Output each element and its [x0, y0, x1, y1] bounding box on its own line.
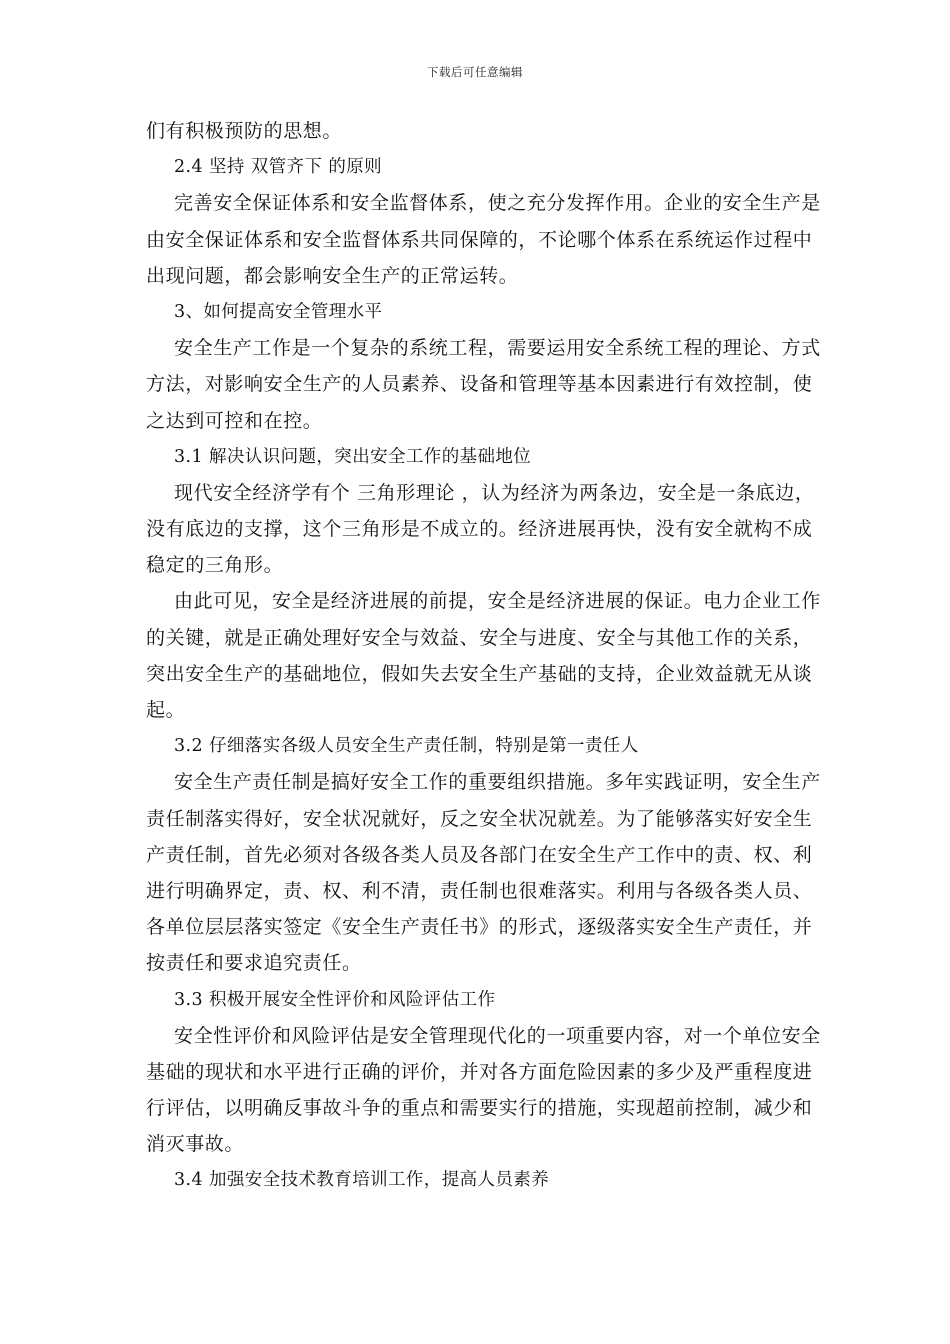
text-line: 产责任制，首先必须对各级各类人员及各部门在安全生产工作中的责、权、利	[146, 843, 813, 866]
text-line: 安全生产责任制是搞好安全工作的重要组织措施。多年实践证明，安全生产	[174, 771, 821, 794]
text-line: 消灭事故。	[146, 1133, 245, 1156]
section-heading: 3.3 积极开展安全性评价和风险评估工作	[174, 989, 496, 1010]
text-line: 各单位层层落实签定《安全生产责任书》的形式，逐级落实安全生产责任，并	[146, 916, 813, 939]
text-line: 行评估，以明确反事故斗争的重点和需要实行的措施，实现超前控制，减少和	[146, 1097, 813, 1120]
text-line: 责任制落实得好，安全状况就好，反之安全状况就差。为了能够落实好安全生	[146, 807, 813, 830]
text-line: 出现问题，都会影响安全生产的正常运转。	[146, 264, 519, 287]
text-line: 安全性评价和风险评估是安全管理现代化的一项重要内容，对一个单位安全	[174, 1024, 821, 1047]
document-body	[146, 113, 821, 1199]
text-line: 进行明确界定，责、权、利不清，责任制也很难落实。利用与各级各类人员、	[146, 879, 813, 902]
text-line: 由安全保证体系和安全监督体系共同保障的，不论哪个体系在系统运作过程中	[146, 228, 813, 251]
text-line: 的关键，就是正确处理好安全与效益、安全与进度、安全与其他工作的关系，	[146, 626, 813, 649]
section-heading: 3.2 仔细落实各级人员安全生产责任制，特别是第一责任人	[174, 736, 639, 757]
text-line: 稳定的三角形。	[146, 554, 284, 577]
text-line: 安全生产工作是一个复杂的系统工程，需要运用安全系统工程的理论、方式	[174, 337, 821, 360]
text-line: 由此可见，安全是经济进展的前提，安全是经济进展的保证。电力企业工作	[174, 590, 821, 613]
text-line: 现代安全经济学有个 三角形理论 ，认为经济为两条边，安全是一条底边，	[174, 481, 815, 504]
text-line: 们有积极预防的思想。	[146, 120, 343, 142]
text-line: 基础的现状和水平进行正确的评价，并对各方面危险因素的多少及严重程度进	[146, 1060, 813, 1083]
page-header: 下载后可任意编辑	[427, 65, 523, 79]
text-line: 突出安全生产的基础地位，假如失去安全生产基础的支持，企业效益就无从谈	[146, 662, 813, 685]
text-line: 方法，对影响安全生产的人员素养、设备和管理等基本因素进行有效控制，使	[146, 373, 813, 396]
text-line: 完善安全保证体系和安全监督体系，使之充分发挥作用。企业的安全生产是	[174, 192, 821, 215]
section-heading: 3、如何提高安全管理水平	[174, 301, 383, 322]
text-line: 按责任和要求追究责任。	[146, 952, 362, 975]
section-heading: 3.1 解决认识问题，突出安全工作的基础地位	[174, 446, 532, 467]
section-heading: 3.4 加强安全技术教育培训工作，提高人员素养	[174, 1170, 550, 1191]
text-line: 没有底边的支撑，这个三角形是不成立的。经济进展再快，没有安全就构不成	[146, 518, 813, 541]
section-heading: 2.4 坚持 双管齐下 的原则	[174, 157, 383, 178]
text-line: 起。	[146, 699, 186, 721]
text-line: 之达到可控和在控。	[146, 409, 323, 432]
